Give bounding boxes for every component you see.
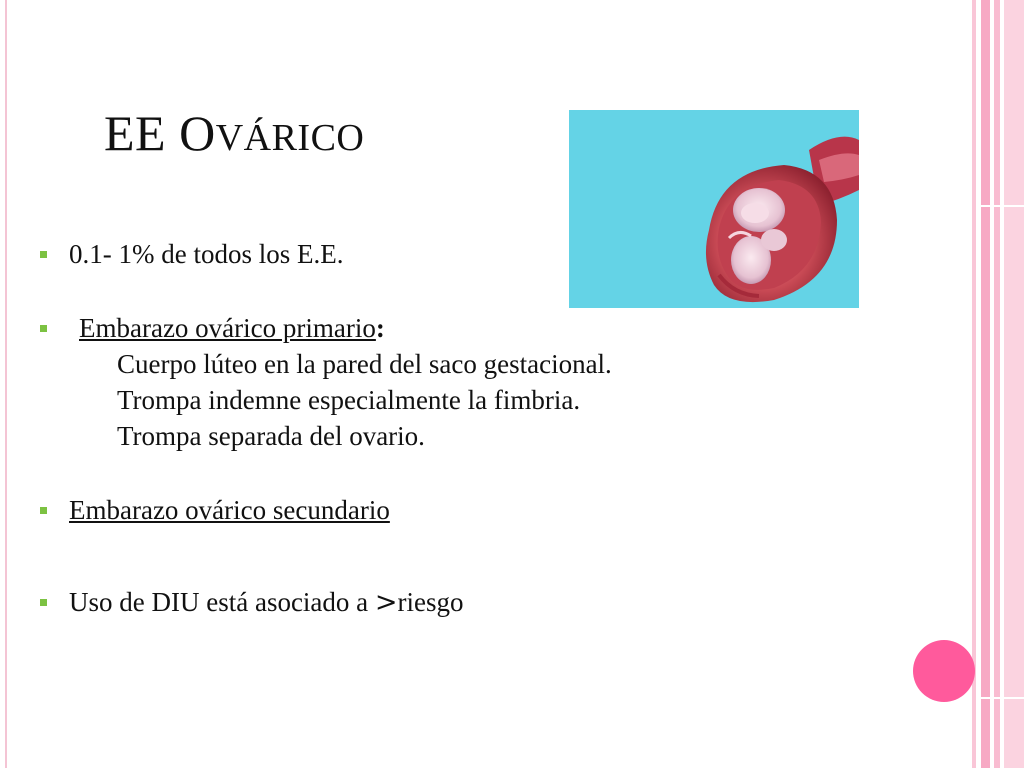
list-item: Embarazo ovárico primario:: [38, 310, 838, 346]
bullet-square-icon: [40, 599, 47, 606]
primary-criterion: Trompa separada del ovario.: [117, 421, 425, 451]
bullet-square-icon: [40, 507, 47, 514]
bullet-square-icon: [40, 325, 47, 332]
bullet-list: [38, 236, 838, 621]
list-item: 0.1- 1% de todos los E.E.: [38, 236, 838, 272]
primary-criterion: Trompa indemne especialmente la fimbria.: [117, 385, 581, 415]
stripe-divider: [978, 205, 1024, 207]
list-item: Uso de DIU está asociado a >riesgo: [38, 584, 838, 621]
slide-title: EE OVÁRICO: [104, 105, 365, 161]
pink-circle-decoration: [913, 640, 975, 702]
secondary-heading: Embarazo ovárico secundario: [69, 495, 390, 525]
list-item: [38, 492, 838, 528]
left-border-line: [5, 0, 7, 768]
bullet-square-icon: [40, 251, 47, 258]
primary-heading: Embarazo ovárico primario: [79, 313, 376, 343]
primary-criterion: Cuerpo lúteo en la pared del saco gestacional.: [117, 349, 612, 379]
stripe-divider: [978, 697, 1024, 699]
decorative-stripes: [972, 0, 1024, 768]
